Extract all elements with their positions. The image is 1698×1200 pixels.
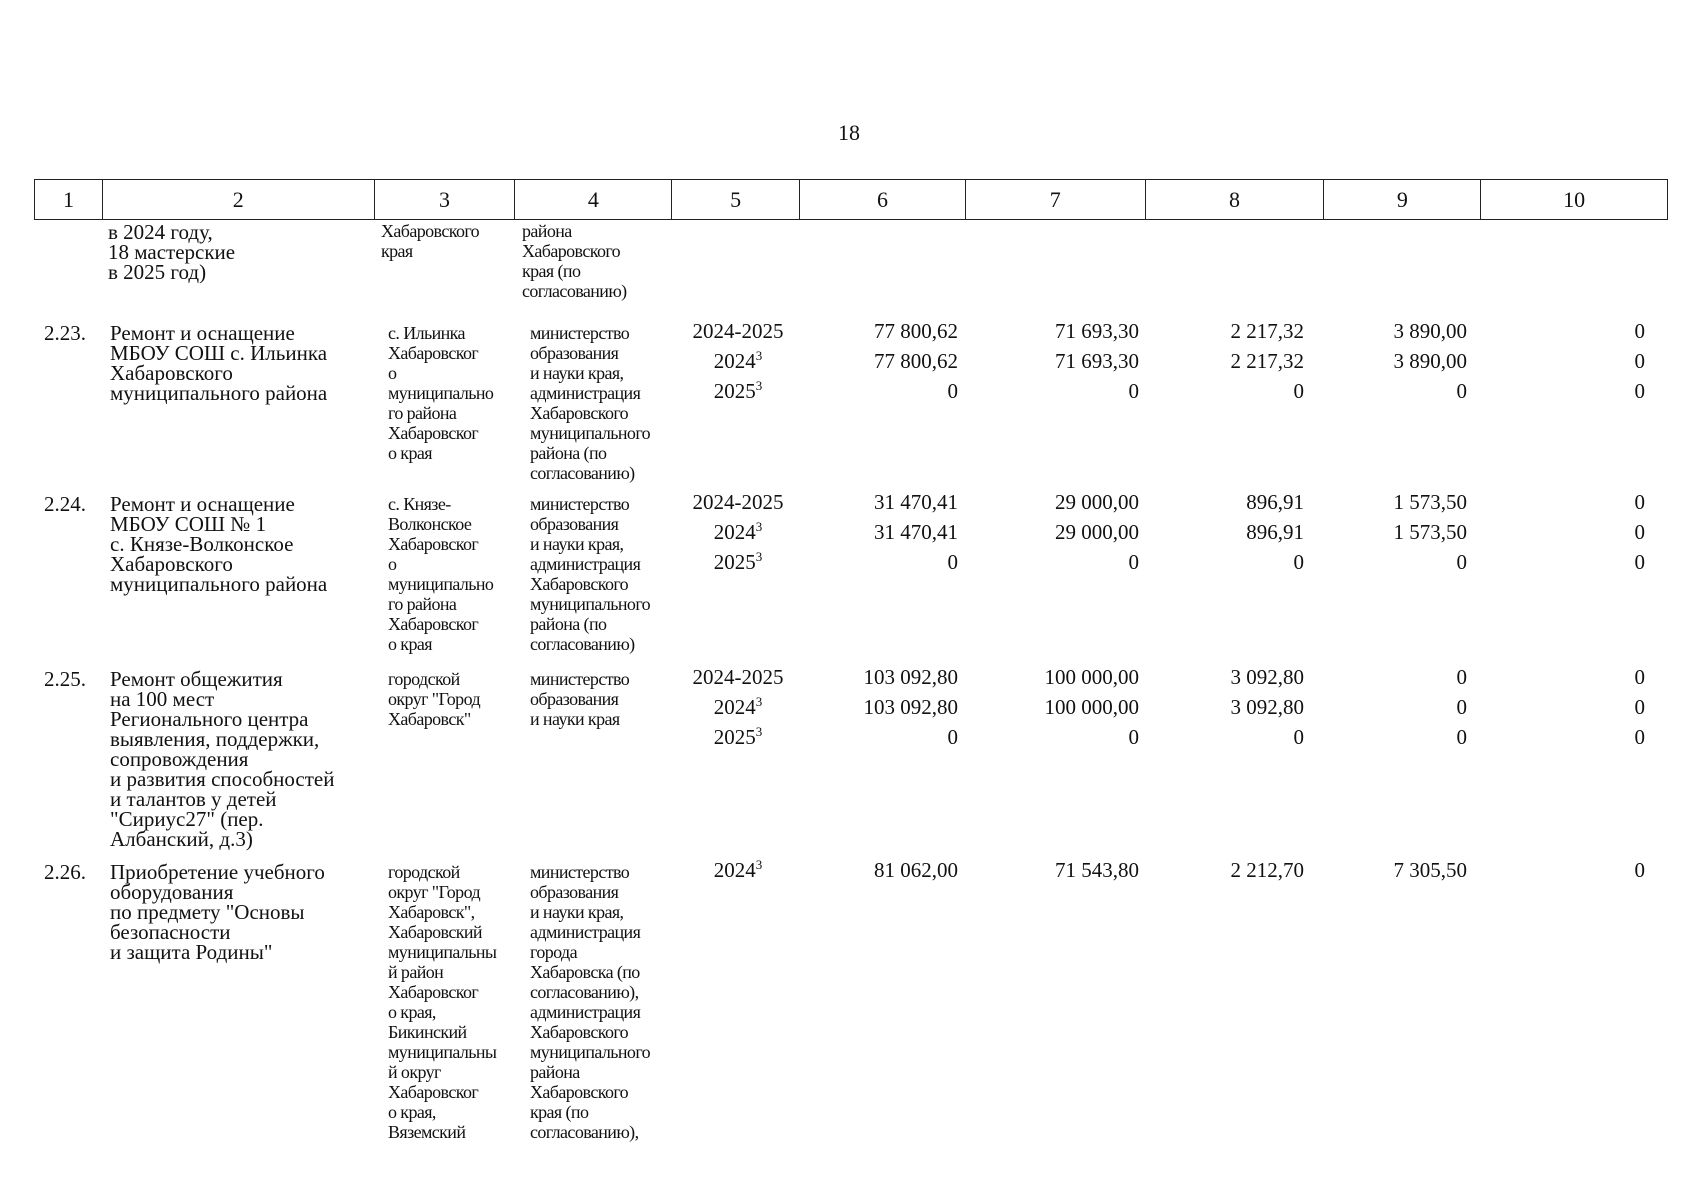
cell-c6: 81 062,00 [874,858,958,882]
row-location: с. Ильинка Хабаровског о муниципально го района Хабаровског о края [388,323,494,463]
cell-c8: 2 217,32 [1230,349,1304,373]
cell-c9: 0 [1456,665,1467,689]
cell-c10: 0 [1634,665,1645,689]
cell-c10: 0 [1634,550,1645,574]
cell-c9: 0 [1456,695,1467,719]
period-year: 2024 [713,349,756,373]
cell-c8: 0 [1293,725,1304,749]
cell-c8: 3 092,80 [1230,665,1304,689]
row-location: городской округ "Город Хабаровск" [388,669,481,729]
period-year: 2024 [713,858,756,882]
period-year: 2024-2025 [692,490,784,514]
cell-c6: 31 470,41 [874,520,958,544]
col-header-7: 7 [966,180,1146,219]
cell-c7: 100 000,00 [1044,695,1139,719]
row-period [676,376,800,406]
col-header-8: 8 [1146,180,1325,219]
row-period [676,487,800,517]
period-year: 2024-2025 [692,665,784,689]
cell-c6: 103 092,80 [863,695,958,719]
cell-c7: 71 693,30 [1055,349,1139,373]
cell-c7: 0 [1128,379,1139,403]
cell-c6: 103 092,80 [863,665,958,689]
footnote-mark: 3 [755,694,763,709]
cell-c9: 3 890,00 [1393,319,1467,343]
row-period [676,316,800,346]
cell-c7: 100 000,00 [1044,665,1139,689]
row-executor: министерство образования и науки края [530,669,630,729]
page-number: 18 [838,120,860,145]
period-year: 2025 [713,550,756,574]
row-number: 2.26. [44,860,86,884]
cell-c6: 77 800,62 [874,319,958,343]
cell-c7: 0 [1128,550,1139,574]
cell-c10: 0 [1634,520,1645,544]
row-period [676,855,800,885]
row-name: Приобретение учебного оборудования по предмету "Основы безопасности и защита Родины" [110,860,325,964]
cell-c7: 71 693,30 [1055,319,1139,343]
col-header-1: 1 [35,180,103,219]
cell-c9: 1 573,50 [1393,490,1467,514]
row-number: 2.25. [44,667,86,691]
footnote-mark: 3 [755,549,763,564]
row-executor: министерство образования и науки края, администрация Хабаровского муниципального района (по согласованию) [530,494,651,654]
cell-c7: 0 [1128,725,1139,749]
cell-c6: 77 800,62 [874,349,958,373]
cell-c8: 2 217,32 [1230,319,1304,343]
cell-c10: 0 [1634,490,1645,514]
cell-c8: 3 092,80 [1230,695,1304,719]
footnote-mark: 3 [755,519,763,534]
cell-c10: 0 [1634,379,1645,403]
period-year: 2025 [713,379,756,403]
cell-c10: 0 [1634,349,1645,373]
row-name: Ремонт и оснащение МБОУ СОШ с. Ильинка Хабаровского муниципального района [110,321,328,405]
cell-c9: 0 [1456,379,1467,403]
cell-c9: 0 [1456,725,1467,749]
cell-c9: 0 [1456,550,1467,574]
cell-c10: 0 [1634,725,1645,749]
cell-c6: 31 470,41 [874,490,958,514]
col-header-4: 4 [515,180,672,219]
col-header-3: 3 [375,180,516,219]
period-year: 2025 [713,725,756,749]
cell-c8: 896,91 [1246,520,1304,544]
footnote-mark: 3 [755,348,763,363]
row-number: 2.23. [44,321,86,345]
cell-c8: 0 [1293,379,1304,403]
row-period [676,346,800,376]
cell-c9: 7 305,50 [1393,858,1467,882]
cell-c6: 0 [947,550,958,574]
cell-c8: 0 [1293,550,1304,574]
row-period [676,662,800,692]
table-header [34,179,1668,220]
row-executor: министерство образования и науки края, администрация города Хабаровска (по согласованию), администрация Хабаровского муниципального района Хабаровского края (по согласованию), [530,862,651,1142]
cell-c9: 1 573,50 [1393,520,1467,544]
period-year: 2024 [713,520,756,544]
row-location: городской округ "Город Хабаровск", Хабаровский муниципальны й район Хабаровског о края, Бикинский муниципальны й округ Хабаровског о края, Вяземский [388,862,497,1142]
row-number: 2.24. [44,492,86,516]
row-executor: министерство образования и науки края, администрация Хабаровского муниципального района (по согласованию) [530,323,651,483]
row-name: Ремонт общежития на 100 мест Регионального центра выявления, поддержки, сопровождения и развития способностей и талантов у детей "Сириус27" (пер. Албанский, д.3) [110,667,335,851]
row-period [676,547,800,577]
col-header-10: 10 [1563,186,1586,212]
cell-c10: 0 [1634,319,1645,343]
footnote-mark: 3 [755,857,763,872]
cell-c8: 896,91 [1246,490,1304,514]
col-header-2: 2 [103,180,375,219]
continuation-executor: района Хабаровского края (по согласованию) [522,221,627,301]
cell-c6: 0 [947,379,958,403]
cell-c7: 29 000,00 [1055,520,1139,544]
col-header-5: 5 [672,180,800,219]
cell-c10: 0 [1634,695,1645,719]
row-name: Ремонт и оснащение МБОУ СОШ № 1 с. Князе-Волконское Хабаровского муниципального района [110,492,328,596]
row-location: с. Князе- Волконское Хабаровског о муниципально го района Хабаровског о края [388,494,494,654]
footnote-mark: 3 [755,378,763,393]
col-header-6: 6 [800,180,966,219]
cell-c8: 2 212,70 [1230,858,1304,882]
row-period [676,517,800,547]
continuation-location: Хабаровского края [381,221,480,261]
cell-c6: 0 [947,725,958,749]
period-year: 2024-2025 [692,319,784,343]
cell-c7: 29 000,00 [1055,490,1139,514]
footnote-mark: 3 [755,724,763,739]
cell-c10: 0 [1634,858,1645,882]
cell-c7: 71 543,80 [1055,858,1139,882]
cell-c9: 3 890,00 [1393,349,1467,373]
col-header-9: 9 [1324,180,1481,219]
continuation-name: в 2024 году, 18 мастерские в 2025 год) [108,220,236,284]
period-year: 2024 [713,695,756,719]
row-period [676,722,800,752]
row-period [676,692,800,722]
